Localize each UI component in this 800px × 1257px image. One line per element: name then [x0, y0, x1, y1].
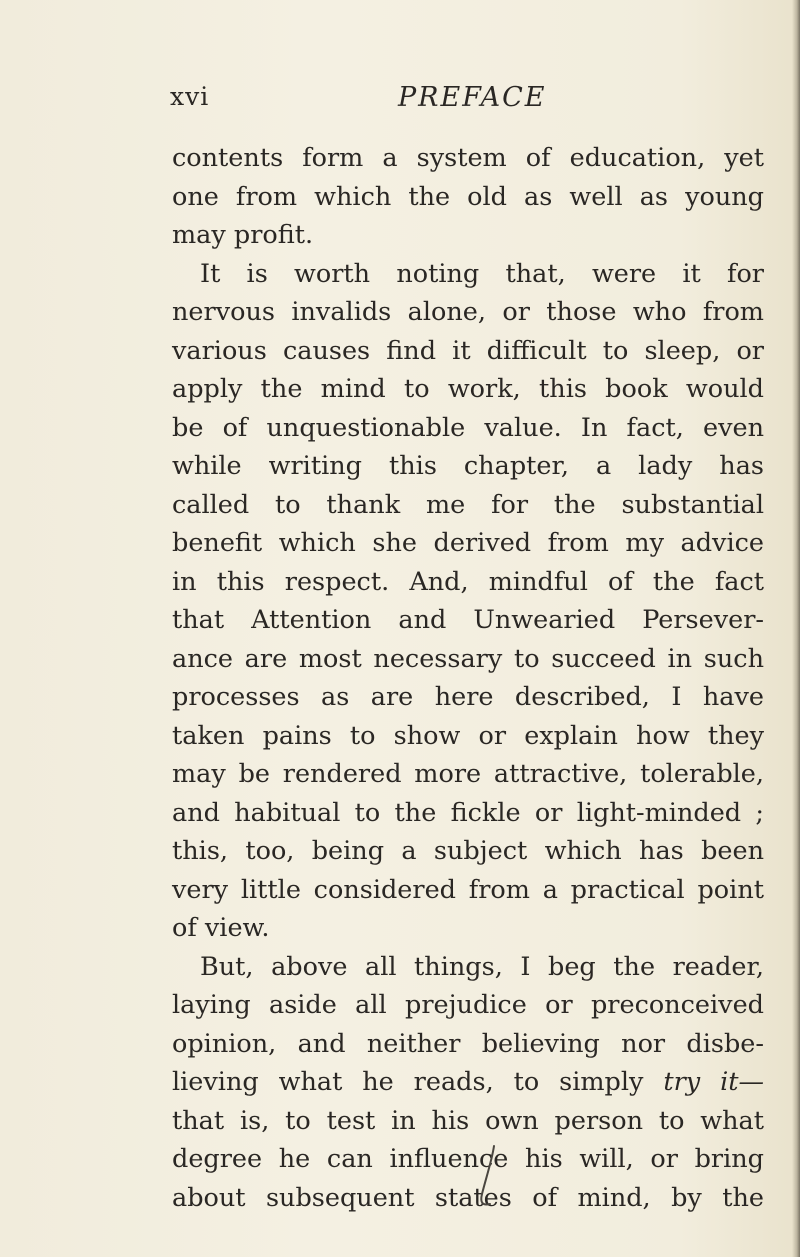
text-line: apply the mind to work, this book would — [172, 374, 764, 404]
text-line-with-italic — [172, 1063, 764, 1102]
text-line: very little considered from a practical point — [172, 874, 764, 905]
text-line: one from which the old as well as young — [172, 181, 764, 212]
text-line: contents form a system of education, yet — [172, 143, 764, 173]
text-line: But, above all things, I beg the reader, — [200, 951, 764, 982]
page-edge-shadow — [792, 0, 800, 1257]
page-number: xvi — [170, 82, 210, 111]
text-line: may profit. — [172, 220, 314, 250]
text-line: be of unquestionable value. In fact, even — [172, 412, 764, 443]
italic-phrase: try it— — [663, 1067, 765, 1097]
text-line: taken pains to show or explain how they — [172, 720, 764, 751]
text-line: degree he can influence his will, or bring — [172, 1144, 764, 1174]
text-line: while writing this chapter, a lady has — [172, 451, 764, 481]
text-line: and habitual to the fickle or light-minded ; — [172, 797, 764, 828]
text-line: ance are most necessary to succeed in such — [172, 643, 764, 674]
text-line: laying aside all prejudice or preconceived — [172, 990, 764, 1020]
text-line: this, too, being a subject which has been — [172, 836, 764, 866]
text-line: of view. — [172, 913, 270, 943]
text-line: that Attention and Unwearied Persever- — [172, 605, 764, 635]
text-line: about subsequent states of mind, by the — [172, 1182, 764, 1213]
running-head — [170, 82, 770, 122]
running-title: PREFACE — [398, 82, 547, 113]
text-line: opinion, and neither believing nor disbe- — [172, 1028, 764, 1059]
text-line: various causes find it difficult to sleep, or — [172, 335, 764, 366]
text-line: called to thank me for the substantial — [172, 489, 764, 520]
text-line-start: lieving what he reads, to simply — [172, 1067, 644, 1097]
signature-mark-icon — [470, 1140, 510, 1220]
text-line: nervous invalids alone, or those who from — [172, 297, 764, 327]
text-line: It is worth noting that, were it for — [200, 258, 764, 289]
text-line: in this respect. And, mindful of the fact — [172, 566, 764, 597]
text-line: processes as are here described, I have — [172, 682, 764, 712]
text-line: benefit which she derived from my advice — [172, 528, 764, 558]
body-text — [172, 139, 764, 1217]
text-line: that is, to test in his own person to what — [172, 1105, 764, 1136]
text-line: may be rendered more attractive, tolerable, — [172, 759, 764, 789]
